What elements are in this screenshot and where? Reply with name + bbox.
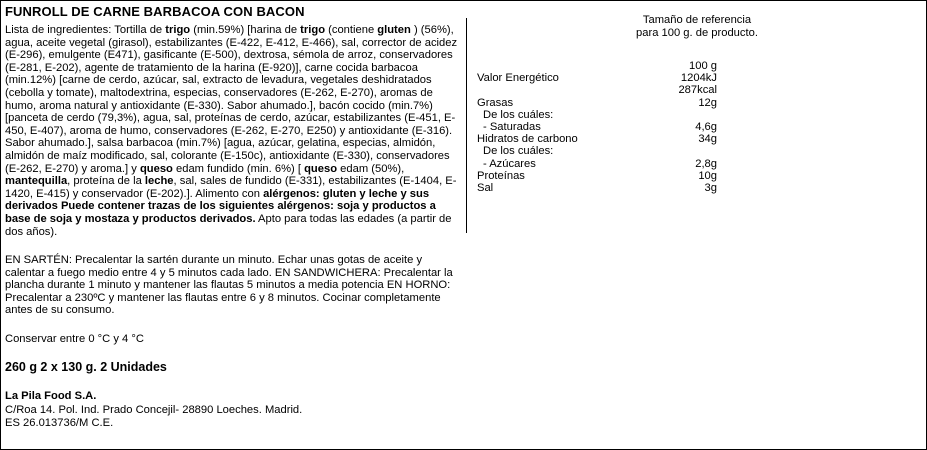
- nutrient-label: Grasas: [477, 96, 514, 109]
- ingredient-text: edam fundido (min. 6%) [: [172, 162, 305, 175]
- nutrient-value: 287kcal: [678, 84, 717, 97]
- nutrient-label: Valor Energético: [477, 72, 559, 85]
- nutrient-label: - Azúcares: [483, 157, 536, 170]
- allergen-highlight: mantequilla: [5, 175, 68, 188]
- nutrition-row: [477, 97, 717, 109]
- nutrient-value: 1204kJ: [680, 72, 717, 85]
- cooking-instructions: EN SARTÉN: Precalentar la sartén durante un minuto. Echar unas gotas de aceite y calentar a fuego medio entre 4 y 5 minutos cada lado. EN SANDWICHERA: Precalentar la plancha durante 1 minuto y mantener las flautas 5 minutos a media potencia EN HORNO: Precalentar a 230ºC y mantener las flautas entre 6 y 8 minutos. Cocinar completamente antes de su consumo.: [5, 254, 453, 317]
- nutrient-value: 100 g: [689, 60, 717, 72]
- net-weight: 260 g 2 x 130 g. 2 Unidades: [5, 360, 167, 374]
- nutrition-row: [477, 84, 717, 96]
- ingredient-text: (contiene: [325, 24, 378, 36]
- nutrient-label: De los cuáles:: [483, 108, 554, 121]
- nutrition-row: [477, 158, 717, 170]
- nutrition-row: [477, 109, 717, 121]
- ingredients-text: [5, 24, 460, 238]
- storage-conditions: Conservar entre 0 °C y 4 °C: [5, 333, 144, 345]
- nutrient-label: Proteínas: [477, 169, 525, 182]
- allergen-highlight: trigo: [165, 24, 191, 36]
- nutrient-value: 2,8g: [695, 157, 717, 170]
- ingredient-text: , sal, sales de fundido (E-331), estabilizantes (E-1404, E-1420, E-415) y conservador (E-202).]. Alimento con: [5, 175, 457, 200]
- nutrient-label: Sal: [477, 181, 494, 194]
- nutrition-row: [477, 170, 717, 182]
- nutrient-value: 12g: [698, 96, 717, 109]
- reference-size-label: Tamaño de referencia: [642, 14, 752, 26]
- reference-size-basis: para 100 g. de producto.: [636, 27, 758, 39]
- ingredient-text: Lista de ingredientes: Tortilla de: [5, 24, 166, 36]
- company-address: C/Roa 14. Pol. Ind. Prado Concejil- 28890 Loeches. Madrid.: [5, 403, 303, 416]
- nutrition-divider-line: [466, 18, 467, 233]
- nutrition-row: [477, 121, 717, 133]
- nutrient-value: 10g: [698, 169, 717, 182]
- nutrition-row: [477, 60, 717, 72]
- product-title: FUNROLL DE CARNE BARBACOA CON BACON: [5, 4, 305, 19]
- nutrient-label: De los cuáles:: [483, 145, 554, 158]
- ingredient-text: (min.59%) [harina de: [190, 24, 301, 36]
- nutrition-row: [477, 72, 717, 84]
- ingredient-text: , proteína de la: [67, 175, 145, 188]
- nutrient-value: 3g: [704, 181, 717, 194]
- allergen-highlight: queso: [304, 162, 338, 175]
- nutrient-value: 4,6g: [695, 120, 717, 133]
- health-registry: ES 26.013736/M C.E.: [5, 417, 114, 429]
- nutrient-label: - Saturadas: [483, 120, 541, 133]
- ingredient-text: Apto para todas las edades (a partir de dos años).: [5, 212, 452, 238]
- allergen-highlight: queso: [139, 162, 173, 175]
- company-name: La Pila Food S.A.: [5, 390, 97, 402]
- nutrition-row: [477, 133, 717, 145]
- nutrient-value: 34g: [698, 133, 717, 146]
- company-info: [5, 390, 302, 431]
- nutrition-row: [477, 182, 717, 194]
- nutrition-table: [477, 60, 717, 194]
- allergen-highlight: alérgenos: gluten y leche y sus derivados Puede contener trazas de los siguientes alérgenos: soja y productos a base de soja y mostaza y productos derivados.: [5, 187, 436, 225]
- ingredient-text: ) (56%), agua, aceite vegetal (girasol), estabilizantes (E-422, E-412, E-466), sal, corrector de acidez (E-296), emulgente (E471), gasificante (E-500), dextrosa, sémola de arroz, conservadores (E-281, E-202), agente de tratamiento de la harina (E-920)], carne cocida barbacoa (min.12%) [carne de cerdo, azúcar, sal, extracto de levadura, vegetales deshidratados (cebolla y tomate), maltodextrina, especias, conservadores (E-262, E-270), aromas de humo, aroma natural y antioxidante (E-330). Sabor ahumado.], bacón cocido (min.7%) [panceta de cerdo (79,3%), agua, sal, proteínas de cerdo, azúcar, estabilizantes (E-451, E-450, E-407), aroma de humo, conservadores (E-262, E-270, E250) y antioxidante (E-316). Sabor ahumado.], salsa barbacoa (min.7%) [agua, azúcar, gelatina, especias, almidón, almidón de maíz modificado, sal, colorante (E-150c), antioxidante (E-330), conservadores (E-262, E-270) y aroma.] y: [5, 24, 458, 175]
- nutrition-row: [477, 145, 717, 157]
- allergen-highlight: leche: [144, 175, 174, 188]
- allergen-highlight: trigo: [300, 24, 326, 36]
- ingredient-text: edam (50%),: [337, 162, 405, 175]
- allergen-highlight: gluten: [377, 24, 411, 36]
- nutrient-label: Hidratos de carbono: [477, 133, 578, 146]
